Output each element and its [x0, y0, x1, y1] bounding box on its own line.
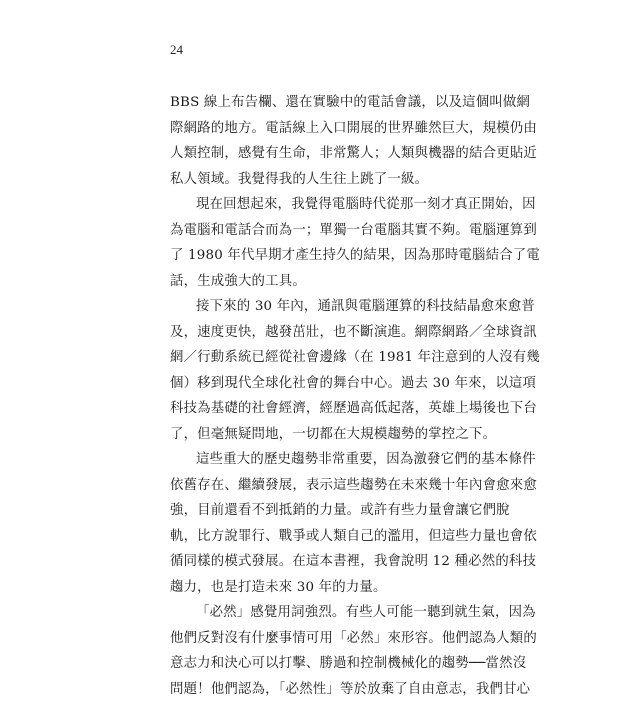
text-line: 私人領域。我覺得我的人生往上跳了一級。	[170, 167, 460, 193]
text-line: 個）移到現代全球化社會的舞台中心。過去 30 年來，以這項	[170, 371, 460, 397]
text-line: 及，速度更快，越發茁壯，也不斷演進。網際網路／全球資訊	[170, 320, 460, 346]
text-line: 軌，比方說罪行、戰爭或人類自己的濫用，但這些力量也會依	[170, 524, 460, 550]
text-line: 這些重大的歷史趨勢非常重要，因為激發它們的基本條件	[170, 447, 460, 473]
text-line: 循同樣的模式發展。在這本書裡，我會說明 12 種必然的科技	[170, 549, 460, 575]
text-line: 「必然」感覺用詞強烈。有些人可能一聽到就生氣，因為	[170, 600, 460, 626]
text-line: 人類控制，感覺有生命，非常驚人；人類與機器的結合更貼近	[170, 141, 460, 167]
text-line: 科技為基礎的社會經濟，經歷過高低起落，英雄上場後也下台	[170, 396, 460, 422]
text-line: 際網路的地方。電話線上入口開展的世界雖然巨大，規模仍由	[170, 116, 460, 142]
text-line: 依舊存在、繼續發展，表示這些趨勢在未來幾十年內會愈來愈	[170, 473, 460, 499]
text-line: 現在回想起來，我覺得電腦時代從那一刻才真正開始，因	[170, 192, 460, 218]
paragraph-2	[170, 192, 460, 294]
page-number: 24	[170, 42, 183, 58]
paragraph-5	[170, 600, 460, 702]
paragraph-3	[170, 294, 460, 447]
text-line: 他們反對沒有什麼事情可用「必然」來形容。他們認為人類的	[170, 626, 460, 652]
text-line: 了 1980 年代早期才產生持久的結果，因為那時電腦結合了電	[170, 243, 460, 269]
paragraph-4	[170, 447, 460, 600]
text-line: 網／行動系統已經從社會邊緣（在 1981 年注意到的人沒有幾	[170, 345, 460, 371]
text-line: 問題！他們認為，「必然性」等於放棄了自由意志，我們甘心	[170, 677, 460, 702]
text-line: 趨力，也是打造未來 30 年的力量。	[170, 575, 460, 601]
text-line: 為電腦和電話合而為一；單獨一台電腦其實不夠。電腦運算到	[170, 218, 460, 244]
text-line: 了，但毫無疑問地，一切都在大規模趨勢的掌控之下。	[170, 422, 460, 448]
text-line: 意志力和決心可以打擊、勝過和控制機械化的趨勢──當然沒	[170, 651, 460, 677]
text-line: BBS 線上布告欄、還在實驗中的電話會議，以及這個叫做網	[170, 90, 460, 116]
text-line: 接下來的 30 年內，通訊與電腦運算的科技結晶愈來愈普	[170, 294, 460, 320]
paragraph-1	[170, 90, 460, 192]
text-line: 強，目前還看不到抵銷的力量。或許有些力量會讓它們脫	[170, 498, 460, 524]
text-line: 話，生成強大的工具。	[170, 269, 460, 295]
body-text	[170, 90, 460, 702]
